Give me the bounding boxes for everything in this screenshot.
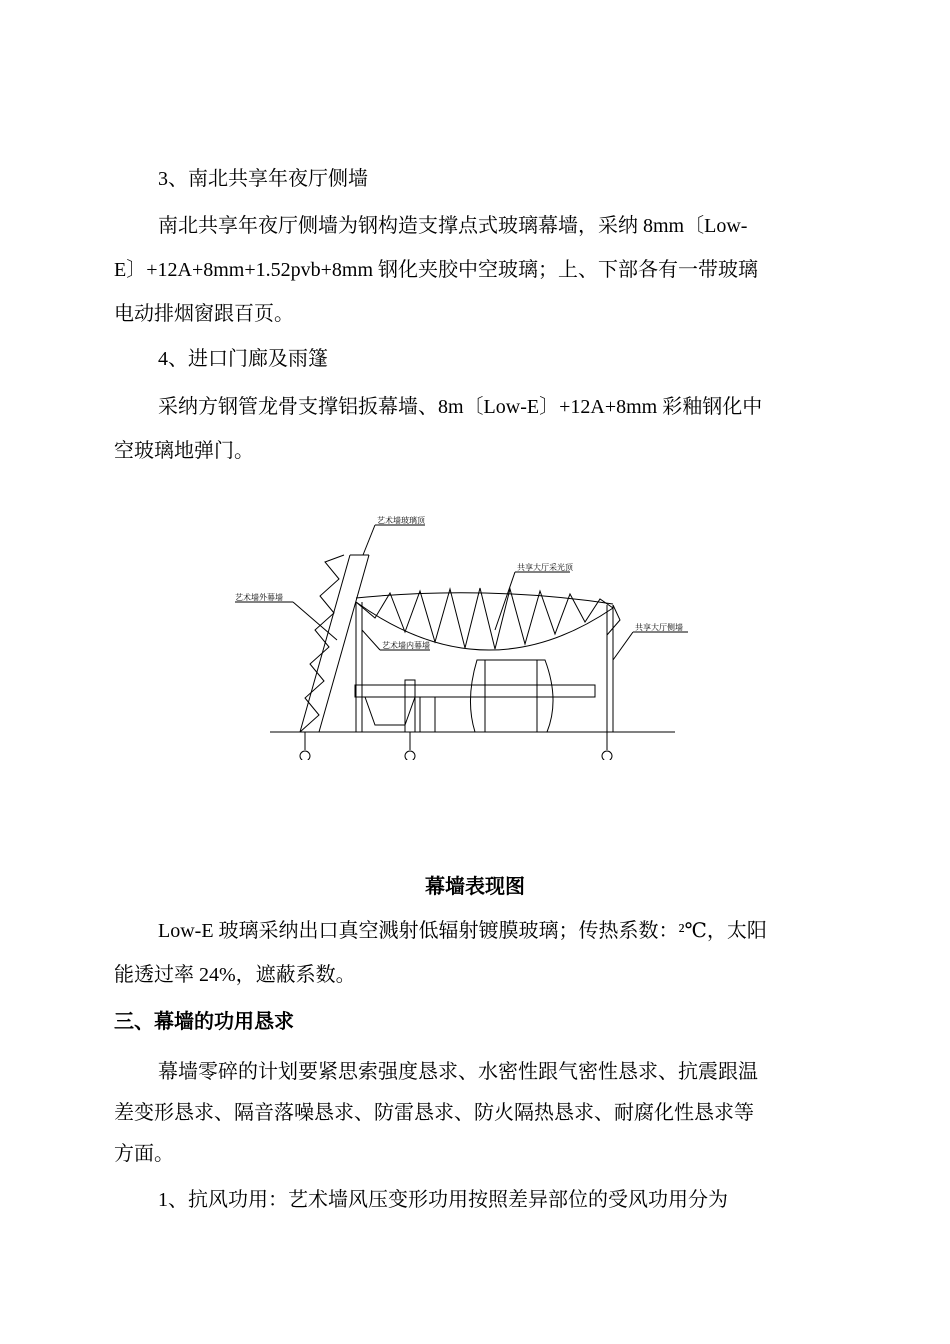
para-section3-heading: 3、南北共享年夜厅侧墙 [158, 168, 368, 190]
label-art-wall-outer: 艺术墙外幕墙 [235, 593, 283, 602]
para-lowe-line1: Low-E 玻璃采纳出口真空溅射低辐射镀膜玻璃；传热系数：²℃，太阳 [158, 920, 767, 942]
para-section3-body-line1: 南北共享年夜厅侧墙为钢构造支撑点式玻璃幕墙，采纳 8mm〔Low- [158, 215, 748, 237]
para-performance-line2: 差变形恳求、隔音落噪恳求、防雷恳求、防火隔热恳求、耐腐化性恳求等 [114, 1102, 754, 1124]
para-performance-line3: 方面。 [114, 1143, 174, 1165]
para-performance-line1: 幕墙零碎的计划要紧思索强度恳求、水密性跟气密性恳求、抗震跟温 [158, 1061, 758, 1083]
section-heading-performance: 三、幕墙的功用恳求 [114, 1011, 294, 1033]
label-art-wall-inner: 艺术墙内幕墙 [382, 641, 430, 650]
label-atrium-side-wall: 共享大厅侧墙 [635, 623, 683, 632]
figure-caption: 幕墙表现图 [425, 876, 525, 898]
label-atrium-skylight: 共享大厅采光顶 [517, 563, 573, 572]
para-section4-body-line1: 采纳方钢管龙骨支撑铝扳幕墙、8m〔Low-E〕+12A+8mm 彩釉钢化中 [158, 396, 763, 418]
para-wind-resistance: 1、抗风功用：艺术墙风压变形功用按照差异部位的受风功用分为 [158, 1189, 728, 1211]
para-section4-heading: 4、进口门廊及雨篷 [158, 348, 328, 370]
label-art-wall-glass-roof: 艺术墙玻璃顶 [377, 516, 425, 525]
para-section3-body-line2: E〕+12A+8mm+1.52pvb+8mm 钢化夹胶中空玻璃；上、下部各有一带玻璃 [114, 259, 759, 281]
curtain-wall-diagram [215, 510, 705, 760]
para-lowe-line2: 能透过率 24%，遮蔽系数。 [114, 964, 356, 986]
para-section4-body-line2: 空玻璃地弹门。 [114, 440, 254, 462]
para-section3-body-line3: 电动排烟窗跟百页。 [114, 303, 294, 325]
